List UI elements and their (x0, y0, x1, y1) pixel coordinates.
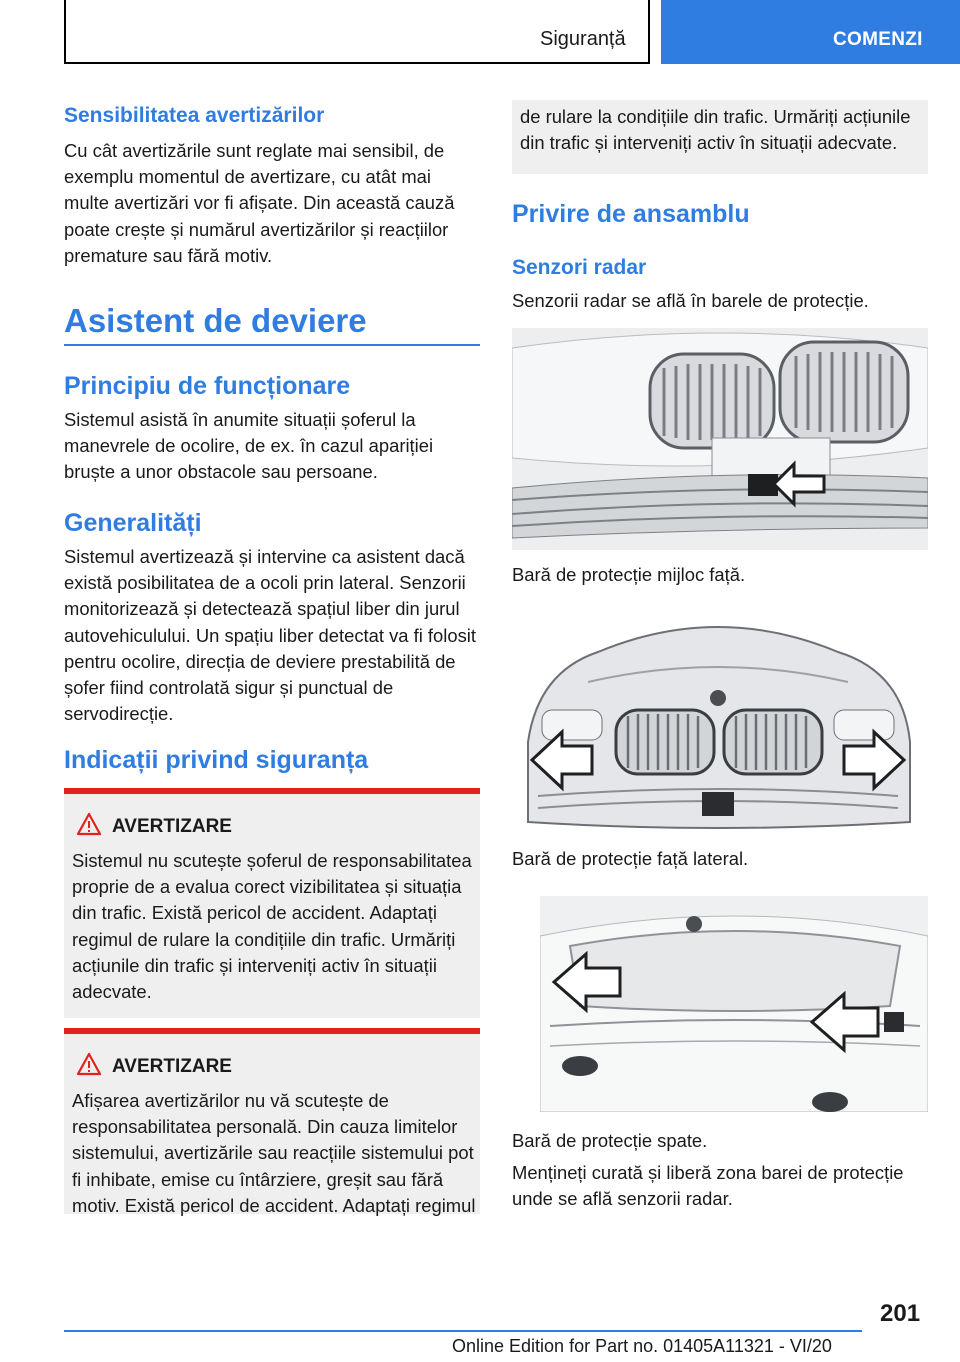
header-divider-right (648, 0, 650, 64)
image-rear-bumper (540, 896, 928, 1112)
section-title: Siguranță (540, 28, 626, 50)
caption-front-middle: Bară de protecție mijloc față. (512, 564, 746, 585)
footer-rule (64, 1330, 862, 1332)
warning-triangle-icon (76, 1052, 102, 1076)
heading-indicatii: Indicații privind siguranța (64, 746, 369, 774)
header-divider-left (64, 0, 66, 64)
chapter-tab-label: COMENZI (833, 29, 923, 50)
paragraph-principiu: Sistemul asistă în anumite situații șoferul la manevrele de ocolire, de ex. în cazul apariției bruște a unor obstacole sau persoane. (64, 409, 434, 483)
caption-front-lateral: Bară de protecție față lateral. (512, 848, 749, 869)
warning-triangle-icon (76, 812, 102, 836)
caption-rear: Bară de protecție spate. (512, 1130, 708, 1151)
warning-box-2 (64, 1028, 480, 1214)
warning-continuation-box (512, 100, 928, 174)
paragraph-senzori: Senzorii radar se află în barele de protecție. (512, 290, 869, 311)
warning-box-1 (64, 788, 480, 1018)
heading-sensibilitatea: Sensibilitatea avertizărilor (64, 104, 325, 127)
paragraph-sensibilitatea: Cu cât avertizările sunt reglate mai sensibil, de exemplu momentul de avertizare, cu atât mai multe avertizări vor fi afișate. Din această cauză poate crește și numărul avertizărilor și reacțiilor premature sau fără motiv. (64, 140, 455, 266)
warning-text-1: Sistemul nu scutește șoferul de responsabilitatea proprie de a evalua corect vizibilitatea și situația din trafic. Există pericol de accident. Adaptați regimul de rulare la condițiile din trafic. Urmăriți acțiunile din trafic și interveniți activ în situații adecvate. (72, 850, 472, 1003)
warning-text-2: Afișarea avertizărilor nu vă scutește de responsabilitatea personală. Din cauza limitelor sistemului, avertizările sau reacțiile sistemului pot fi inhibate, emise cu întârziere, greșit sau fără motiv. Există pericol de accident. Adaptați regimul (72, 1090, 476, 1216)
heading-principiu: Principiu de funcționare (64, 372, 351, 400)
heading-privire: Privire de ansamblu (512, 200, 750, 228)
footer-edition: Online Edition for Part no. 01405A11321 - VI/20 (452, 1336, 832, 1356)
warning-title-2: AVERTIZARE (112, 1056, 232, 1077)
paragraph-generalitati: Sistemul avertizează și intervine ca asistent dacă există posibilitatea de a ocoli prin lateral. Senzorii monitorizează și detectează spațiul liber din jurul autovehiculului. Un spațiu liber detectat va fi folosit pentru ocolire, direcția de deviere prestabilită de șofer fiind controlată sigur și punctual de servodirecție. (64, 546, 476, 725)
heading-rule (64, 344, 480, 346)
heading-senzori-radar: Senzori radar (512, 256, 647, 279)
warning-title-1: AVERTIZARE (112, 816, 232, 837)
image-front-bumper-middle (512, 328, 928, 550)
image-front-bumper-lateral (518, 612, 918, 834)
warning-continuation-text: de rulare la condițiile din trafic. Urmăriți acțiunile din trafic și interveniți activ în situații adecvate. (520, 106, 911, 154)
heading-asistent-de-deviere: Asistent de deviere (64, 302, 367, 339)
header-underline (64, 62, 650, 64)
heading-generalitati: Generalități (64, 509, 202, 537)
chapter-tab[interactable] (661, 0, 960, 64)
page-number: 201 (880, 1300, 921, 1327)
paragraph-final: Mențineți curată și liberă zona barei de protecție unde se află senzorii radar. (512, 1162, 904, 1210)
